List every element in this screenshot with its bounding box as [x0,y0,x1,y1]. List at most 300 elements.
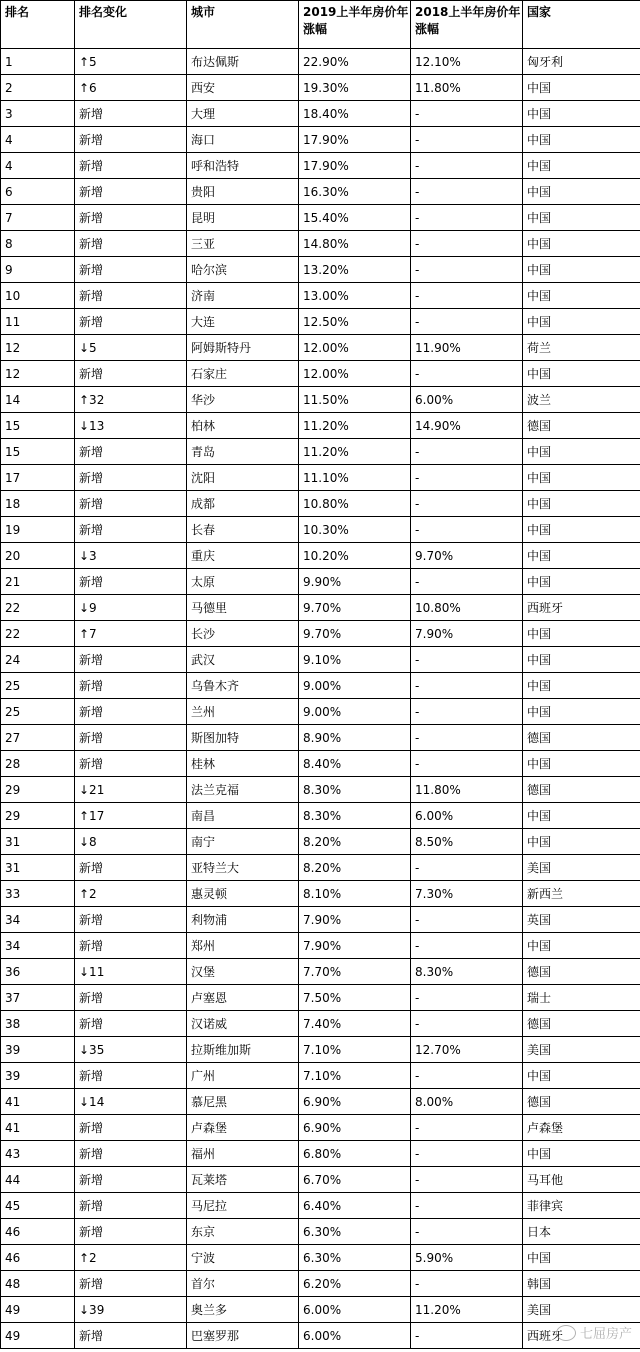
cell-city: 贵阳 [187,179,299,205]
cell-city: 巴塞罗那 [187,1323,299,1349]
table-row [1,257,640,283]
table-row [1,101,640,127]
cell-2018-growth: 5.90% [411,1245,523,1271]
cell-2018-growth: 11.80% [411,777,523,803]
table-row [1,1089,640,1115]
cell-rank: 41 [1,1089,75,1115]
cell-2019-growth: 14.80% [299,231,411,257]
table-row [1,153,640,179]
cell-country: 中国 [523,283,640,309]
cell-2018-growth: 7.30% [411,881,523,907]
cell-rank-change: ↓3 [75,543,187,569]
cell-rank-change: ↓5 [75,335,187,361]
cell-city: 大连 [187,309,299,335]
cell-2018-growth: - [411,569,523,595]
cell-2019-growth: 7.10% [299,1037,411,1063]
table-row [1,595,640,621]
cell-2019-growth: 7.70% [299,959,411,985]
cell-rank: 12 [1,361,75,387]
cell-2019-growth: 9.70% [299,595,411,621]
table-row [1,231,640,257]
cell-2019-growth: 13.00% [299,283,411,309]
cell-rank-change: 新增 [75,257,187,283]
cell-2018-growth: - [411,517,523,543]
cell-2019-growth: 6.00% [299,1297,411,1323]
cell-rank-change: 新增 [75,517,187,543]
cell-country: 中国 [523,647,640,673]
header-2019-growth: 2019上半年房价年涨幅 [299,1,411,49]
cell-rank: 31 [1,855,75,881]
cell-country: 中国 [523,673,640,699]
cell-rank: 21 [1,569,75,595]
cell-rank: 7 [1,205,75,231]
cell-rank: 19 [1,517,75,543]
cell-2018-growth: - [411,647,523,673]
table-row [1,1167,640,1193]
cell-rank: 33 [1,881,75,907]
cell-rank: 38 [1,1011,75,1037]
cell-country: 新西兰 [523,881,640,907]
cell-2018-growth: 6.00% [411,803,523,829]
cell-city: 广州 [187,1063,299,1089]
cell-rank-change: 新增 [75,1193,187,1219]
cell-rank-change: 新增 [75,907,187,933]
cell-country: 中国 [523,543,640,569]
cell-country: 中国 [523,569,640,595]
cell-country: 匈牙利 [523,49,640,75]
cell-2019-growth: 6.80% [299,1141,411,1167]
cell-2019-growth: 9.00% [299,699,411,725]
cell-country: 德国 [523,1011,640,1037]
cell-rank-change: 新增 [75,283,187,309]
cell-2019-growth: 11.20% [299,439,411,465]
cell-city: 海口 [187,127,299,153]
cell-rank-change: ↑2 [75,1245,187,1271]
cell-2018-growth: 14.90% [411,413,523,439]
table-row [1,1297,640,1323]
cell-city: 大理 [187,101,299,127]
table-row [1,1219,640,1245]
cell-country: 中国 [523,309,640,335]
cell-2018-growth: - [411,985,523,1011]
cell-2019-growth: 12.00% [299,361,411,387]
cell-2019-growth: 8.30% [299,777,411,803]
cell-rank: 1 [1,49,75,75]
cell-2018-growth: - [411,439,523,465]
cell-rank-change: ↓21 [75,777,187,803]
cell-rank: 24 [1,647,75,673]
cell-2019-growth: 15.40% [299,205,411,231]
table-body [1,49,640,1349]
cell-country: 中国 [523,621,640,647]
cell-city: 斯图加特 [187,725,299,751]
table-row [1,673,640,699]
cell-2019-growth: 8.20% [299,829,411,855]
cell-city: 卢森堡 [187,1115,299,1141]
cell-rank-change: 新增 [75,231,187,257]
table-row [1,803,640,829]
cell-rank: 15 [1,413,75,439]
cell-city: 东京 [187,1219,299,1245]
table-row [1,75,640,101]
table-row [1,283,640,309]
cell-rank: 41 [1,1115,75,1141]
cell-country: 中国 [523,75,640,101]
cell-2018-growth: - [411,1323,523,1349]
table-row [1,387,640,413]
cell-2018-growth: - [411,1271,523,1297]
cell-2019-growth: 8.40% [299,751,411,777]
cell-2018-growth: - [411,361,523,387]
cell-rank-change: ↓9 [75,595,187,621]
cell-city: 福州 [187,1141,299,1167]
cell-2019-growth: 11.20% [299,413,411,439]
cell-rank: 45 [1,1193,75,1219]
cell-city: 柏林 [187,413,299,439]
cell-2019-growth: 8.20% [299,855,411,881]
table-row [1,335,640,361]
cell-country: 日本 [523,1219,640,1245]
cell-city: 阿姆斯特丹 [187,335,299,361]
table-row [1,881,640,907]
cell-city: 武汉 [187,647,299,673]
cell-city: 呼和浩特 [187,153,299,179]
cell-rank-change: ↓35 [75,1037,187,1063]
table-row [1,647,640,673]
cell-city: 马德里 [187,595,299,621]
cell-rank: 20 [1,543,75,569]
cell-2019-growth: 7.90% [299,907,411,933]
cell-rank: 39 [1,1063,75,1089]
cell-rank-change: ↓14 [75,1089,187,1115]
cell-2018-growth: - [411,1063,523,1089]
cell-city: 南宁 [187,829,299,855]
cell-2018-growth: 8.30% [411,959,523,985]
cell-2019-growth: 6.00% [299,1323,411,1349]
cell-2019-growth: 18.40% [299,101,411,127]
cell-city: 奥兰多 [187,1297,299,1323]
cell-city: 宁波 [187,1245,299,1271]
cell-2019-growth: 17.90% [299,153,411,179]
cell-rank: 28 [1,751,75,777]
cell-rank: 25 [1,699,75,725]
cell-city: 亚特兰大 [187,855,299,881]
table-row [1,725,640,751]
cell-rank: 8 [1,231,75,257]
cell-rank-change: ↑2 [75,881,187,907]
cell-rank-change: 新增 [75,751,187,777]
table-header [1,1,640,49]
table-row [1,491,640,517]
cell-country: 德国 [523,959,640,985]
cell-city: 昆明 [187,205,299,231]
cell-rank-change: ↓39 [75,1297,187,1323]
cell-2018-growth: - [411,1115,523,1141]
table-row [1,439,640,465]
cell-2018-growth: - [411,283,523,309]
cell-city: 长沙 [187,621,299,647]
table-row [1,127,640,153]
cell-2018-growth: - [411,465,523,491]
cell-2019-growth: 11.50% [299,387,411,413]
cell-rank-change: ↑6 [75,75,187,101]
cell-country: 中国 [523,439,640,465]
cell-country: 中国 [523,101,640,127]
cell-2018-growth: - [411,231,523,257]
cell-2019-growth: 10.80% [299,491,411,517]
cell-rank: 22 [1,595,75,621]
cell-2018-growth: 6.00% [411,387,523,413]
cell-rank: 31 [1,829,75,855]
cell-rank: 46 [1,1245,75,1271]
cell-city: 哈尔滨 [187,257,299,283]
cell-rank-change: ↑32 [75,387,187,413]
cell-2018-growth: - [411,725,523,751]
watermark-text: 七屈房产 [579,1327,632,1342]
cell-2019-growth: 8.30% [299,803,411,829]
table-row [1,413,640,439]
cell-rank-change: 新增 [75,491,187,517]
cell-2019-growth: 13.20% [299,257,411,283]
cell-rank-change: ↑17 [75,803,187,829]
cell-rank: 4 [1,153,75,179]
cell-rank-change: 新增 [75,465,187,491]
cell-rank: 27 [1,725,75,751]
table-row [1,543,640,569]
cell-city: 汉诺威 [187,1011,299,1037]
cell-2019-growth: 16.30% [299,179,411,205]
cell-country: 韩国 [523,1271,640,1297]
cell-rank: 14 [1,387,75,413]
cell-country: 美国 [523,855,640,881]
cell-city: 青岛 [187,439,299,465]
cell-2019-growth: 8.90% [299,725,411,751]
cell-rank: 10 [1,283,75,309]
cell-2019-growth: 7.40% [299,1011,411,1037]
cell-rank-change: ↑7 [75,621,187,647]
cell-rank-change: 新增 [75,127,187,153]
cell-rank-change: 新增 [75,439,187,465]
table-row [1,309,640,335]
table-row [1,1011,640,1037]
cell-2018-growth: 8.00% [411,1089,523,1115]
header-city: 城市 [187,1,299,49]
cell-country: 西班牙 [523,1323,640,1349]
table-row [1,205,640,231]
cell-rank-change: 新增 [75,1011,187,1037]
cell-2019-growth: 8.10% [299,881,411,907]
cell-2019-growth: 9.90% [299,569,411,595]
cell-city: 汉堡 [187,959,299,985]
cell-rank-change: 新增 [75,569,187,595]
cell-2019-growth: 19.30% [299,75,411,101]
cell-rank: 34 [1,907,75,933]
cell-rank-change: 新增 [75,1141,187,1167]
cell-country: 德国 [523,413,640,439]
cell-city: 三亚 [187,231,299,257]
cell-2018-growth: - [411,1141,523,1167]
cell-rank: 15 [1,439,75,465]
table-row [1,1063,640,1089]
table-row [1,465,640,491]
header-country: 国家 [523,1,640,49]
cell-rank: 44 [1,1167,75,1193]
table-row [1,361,640,387]
table-row [1,1037,640,1063]
table-row [1,1193,640,1219]
table-row [1,621,640,647]
cell-2019-growth: 12.00% [299,335,411,361]
cell-2019-growth: 10.30% [299,517,411,543]
cell-city: 利物浦 [187,907,299,933]
cell-2019-growth: 10.20% [299,543,411,569]
cell-rank: 6 [1,179,75,205]
cell-2019-growth: 9.70% [299,621,411,647]
table-row [1,907,640,933]
cell-rank: 36 [1,959,75,985]
header-2018-growth: 2018上半年房价年涨幅 [411,1,523,49]
cell-2019-growth: 6.30% [299,1245,411,1271]
cell-country: 瑞士 [523,985,640,1011]
cell-rank: 39 [1,1037,75,1063]
cell-rank-change: 新增 [75,205,187,231]
cell-2019-growth: 6.70% [299,1167,411,1193]
cell-country: 卢森堡 [523,1115,640,1141]
cell-country: 中国 [523,257,640,283]
table-row [1,1323,640,1349]
table-row [1,49,640,75]
cell-2018-growth: - [411,1011,523,1037]
cell-rank-change: ↓11 [75,959,187,985]
cell-country: 中国 [523,699,640,725]
cell-country: 马耳他 [523,1167,640,1193]
cell-2018-growth: - [411,153,523,179]
table-row [1,777,640,803]
cell-2018-growth: - [411,1219,523,1245]
cell-city: 华沙 [187,387,299,413]
table-row [1,1271,640,1297]
header-rank: 排名 [1,1,75,49]
cell-rank: 49 [1,1297,75,1323]
cell-country: 中国 [523,517,640,543]
header-row [1,1,640,49]
table-row [1,517,640,543]
cell-2019-growth: 9.10% [299,647,411,673]
cell-country: 中国 [523,127,640,153]
cell-rank-change: ↓13 [75,413,187,439]
cell-country: 中国 [523,751,640,777]
cell-city: 重庆 [187,543,299,569]
cell-rank: 17 [1,465,75,491]
cell-rank-change: 新增 [75,933,187,959]
cell-rank: 29 [1,803,75,829]
cell-rank-change: 新增 [75,1167,187,1193]
cell-rank-change: 新增 [75,309,187,335]
table-row [1,829,640,855]
cell-country: 中国 [523,829,640,855]
cell-2018-growth: - [411,673,523,699]
table-row [1,959,640,985]
cell-rank: 48 [1,1271,75,1297]
table-row [1,985,640,1011]
cell-2019-growth: 22.90% [299,49,411,75]
cell-2019-growth: 6.20% [299,1271,411,1297]
cell-rank: 4 [1,127,75,153]
cell-city: 南昌 [187,803,299,829]
cell-rank-change: 新增 [75,153,187,179]
cell-2019-growth: 6.90% [299,1089,411,1115]
cell-country: 中国 [523,1141,640,1167]
cell-2019-growth: 6.30% [299,1219,411,1245]
cell-city: 石家庄 [187,361,299,387]
cell-city: 拉斯维加斯 [187,1037,299,1063]
cell-country: 德国 [523,777,640,803]
cell-rank-change: 新增 [75,725,187,751]
cell-country: 中国 [523,231,640,257]
cell-city: 慕尼黑 [187,1089,299,1115]
cell-rank-change: 新增 [75,1271,187,1297]
cell-rank: 18 [1,491,75,517]
cell-rank-change: 新增 [75,1063,187,1089]
cell-2018-growth: 9.70% [411,543,523,569]
cell-city: 乌鲁木齐 [187,673,299,699]
cell-2019-growth: 9.00% [299,673,411,699]
cell-country: 美国 [523,1297,640,1323]
cell-2018-growth: - [411,933,523,959]
cell-country: 菲律宾 [523,1193,640,1219]
cell-2018-growth: 12.70% [411,1037,523,1063]
cell-2018-growth: - [411,855,523,881]
cell-rank: 34 [1,933,75,959]
cell-country: 中国 [523,1245,640,1271]
cell-city: 沈阳 [187,465,299,491]
table-row [1,751,640,777]
cell-2019-growth: 6.90% [299,1115,411,1141]
cell-rank-change: 新增 [75,673,187,699]
cell-rank: 2 [1,75,75,101]
cell-country: 中国 [523,491,640,517]
header-rank-change: 排名变化 [75,1,187,49]
cell-city: 济南 [187,283,299,309]
cell-2018-growth: 8.50% [411,829,523,855]
cell-rank: 25 [1,673,75,699]
cell-city: 郑州 [187,933,299,959]
cell-2018-growth: - [411,699,523,725]
cell-2019-growth: 12.50% [299,309,411,335]
cell-rank-change: 新增 [75,855,187,881]
cell-city: 瓦莱塔 [187,1167,299,1193]
cell-2018-growth: - [411,127,523,153]
cell-2018-growth: - [411,1167,523,1193]
cell-rank-change: 新增 [75,1115,187,1141]
cell-rank-change: 新增 [75,699,187,725]
cell-2019-growth: 11.10% [299,465,411,491]
cell-2018-growth: - [411,205,523,231]
cell-rank: 3 [1,101,75,127]
cell-2018-growth: - [411,1193,523,1219]
cell-2018-growth: - [411,257,523,283]
cell-2019-growth: 17.90% [299,127,411,153]
cell-country: 中国 [523,179,640,205]
cell-country: 德国 [523,725,640,751]
cell-rank: 46 [1,1219,75,1245]
cell-country: 荷兰 [523,335,640,361]
cell-city: 法兰克福 [187,777,299,803]
cell-country: 英国 [523,907,640,933]
cell-country: 中国 [523,933,640,959]
cell-rank-change: ↑5 [75,49,187,75]
cell-2019-growth: 7.10% [299,1063,411,1089]
